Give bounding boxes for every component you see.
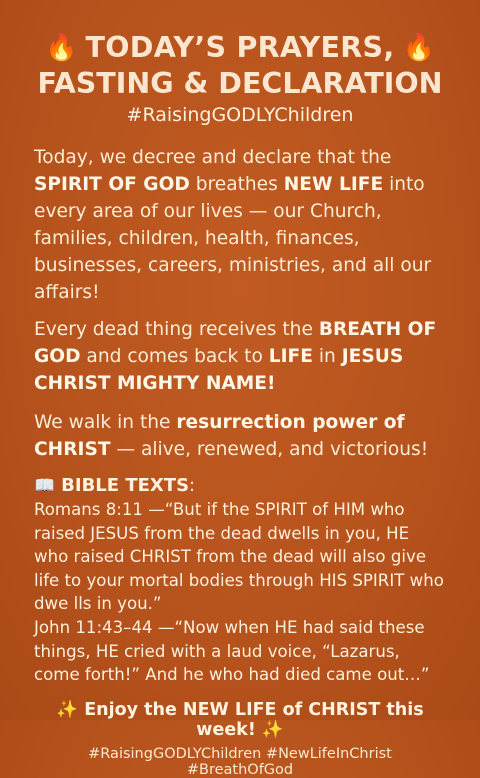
open-book-icon: 📖 <box>34 475 56 496</box>
footer-hashtags: #RaisingGODLYChildren #NewLifeInChrist #BreathOfGod <box>88 745 392 778</box>
paragraph-emphasis: NEW LIFE <box>283 174 384 195</box>
flame-icon: 🔥 <box>402 33 435 63</box>
declaration-paragraph-3 <box>34 409 446 463</box>
title-row <box>34 30 446 66</box>
bible-heading-label: BIBLE TEXTS <box>61 475 190 496</box>
paragraph-text: in <box>312 346 342 367</box>
paragraph-emphasis: JESUS CHRIST MIGHTY NAME! <box>34 346 404 394</box>
paragraph-text: Today, we decree and declare that the <box>34 147 392 168</box>
paragraph-text: and comes back to <box>80 346 269 367</box>
header-hashtag: #RaisingGODLYChildren <box>126 104 354 126</box>
declaration-paragraph-1 <box>34 144 446 306</box>
sparkle-icon: ✨ <box>56 699 79 720</box>
sparkle-icon: ✨ <box>261 719 284 740</box>
bible-verses <box>34 498 446 687</box>
paragraph-emphasis: resurrection power of CHRIST <box>34 412 405 460</box>
verse-john: John 11:43–44 —“Now when HE had said these things, HE cried with a laud voice, “Lazarus, come forth!” And he who had died came out…” <box>34 617 430 685</box>
paragraph-text: We walk in the <box>34 412 177 433</box>
paragraph-text: breathes <box>189 174 284 195</box>
bible-texts-heading <box>34 475 446 496</box>
paragraph-text: — alive, renewed, and victorious! <box>110 439 429 460</box>
flame-icon: 🔥 <box>45 33 78 63</box>
title-line-2: FASTING & DECLARATION <box>37 67 443 100</box>
bible-heading-colon: : <box>189 475 196 496</box>
closing-text: Enjoy the NEW LIFE of CHRIST this week! <box>78 699 424 740</box>
paragraph-text: Every dead thing receives the <box>34 319 319 340</box>
paragraph-emphasis: BREATH OF GOD <box>34 319 437 367</box>
paragraph-emphasis: SPIRIT OF GOD <box>34 174 190 195</box>
paragraph-emphasis: LIFE <box>268 346 313 367</box>
declaration-paragraph-2 <box>34 316 446 397</box>
verse-romans: Romans 8:11 —“But if the SPIRIT of HIM who raised JESUS from the dead dwells in you, HE who raised CHRIST from the dead will also give life to your mortal bodies through HIS SPIRIT who dwe lls in you.” <box>34 500 444 614</box>
paragraph-text: into every area of our lives — our Church, families, children, health, finances, businesses, careers, ministries, and all our affairs! <box>34 174 432 303</box>
title-line-1: TODAY’S PRAYERS, <box>85 31 395 64</box>
